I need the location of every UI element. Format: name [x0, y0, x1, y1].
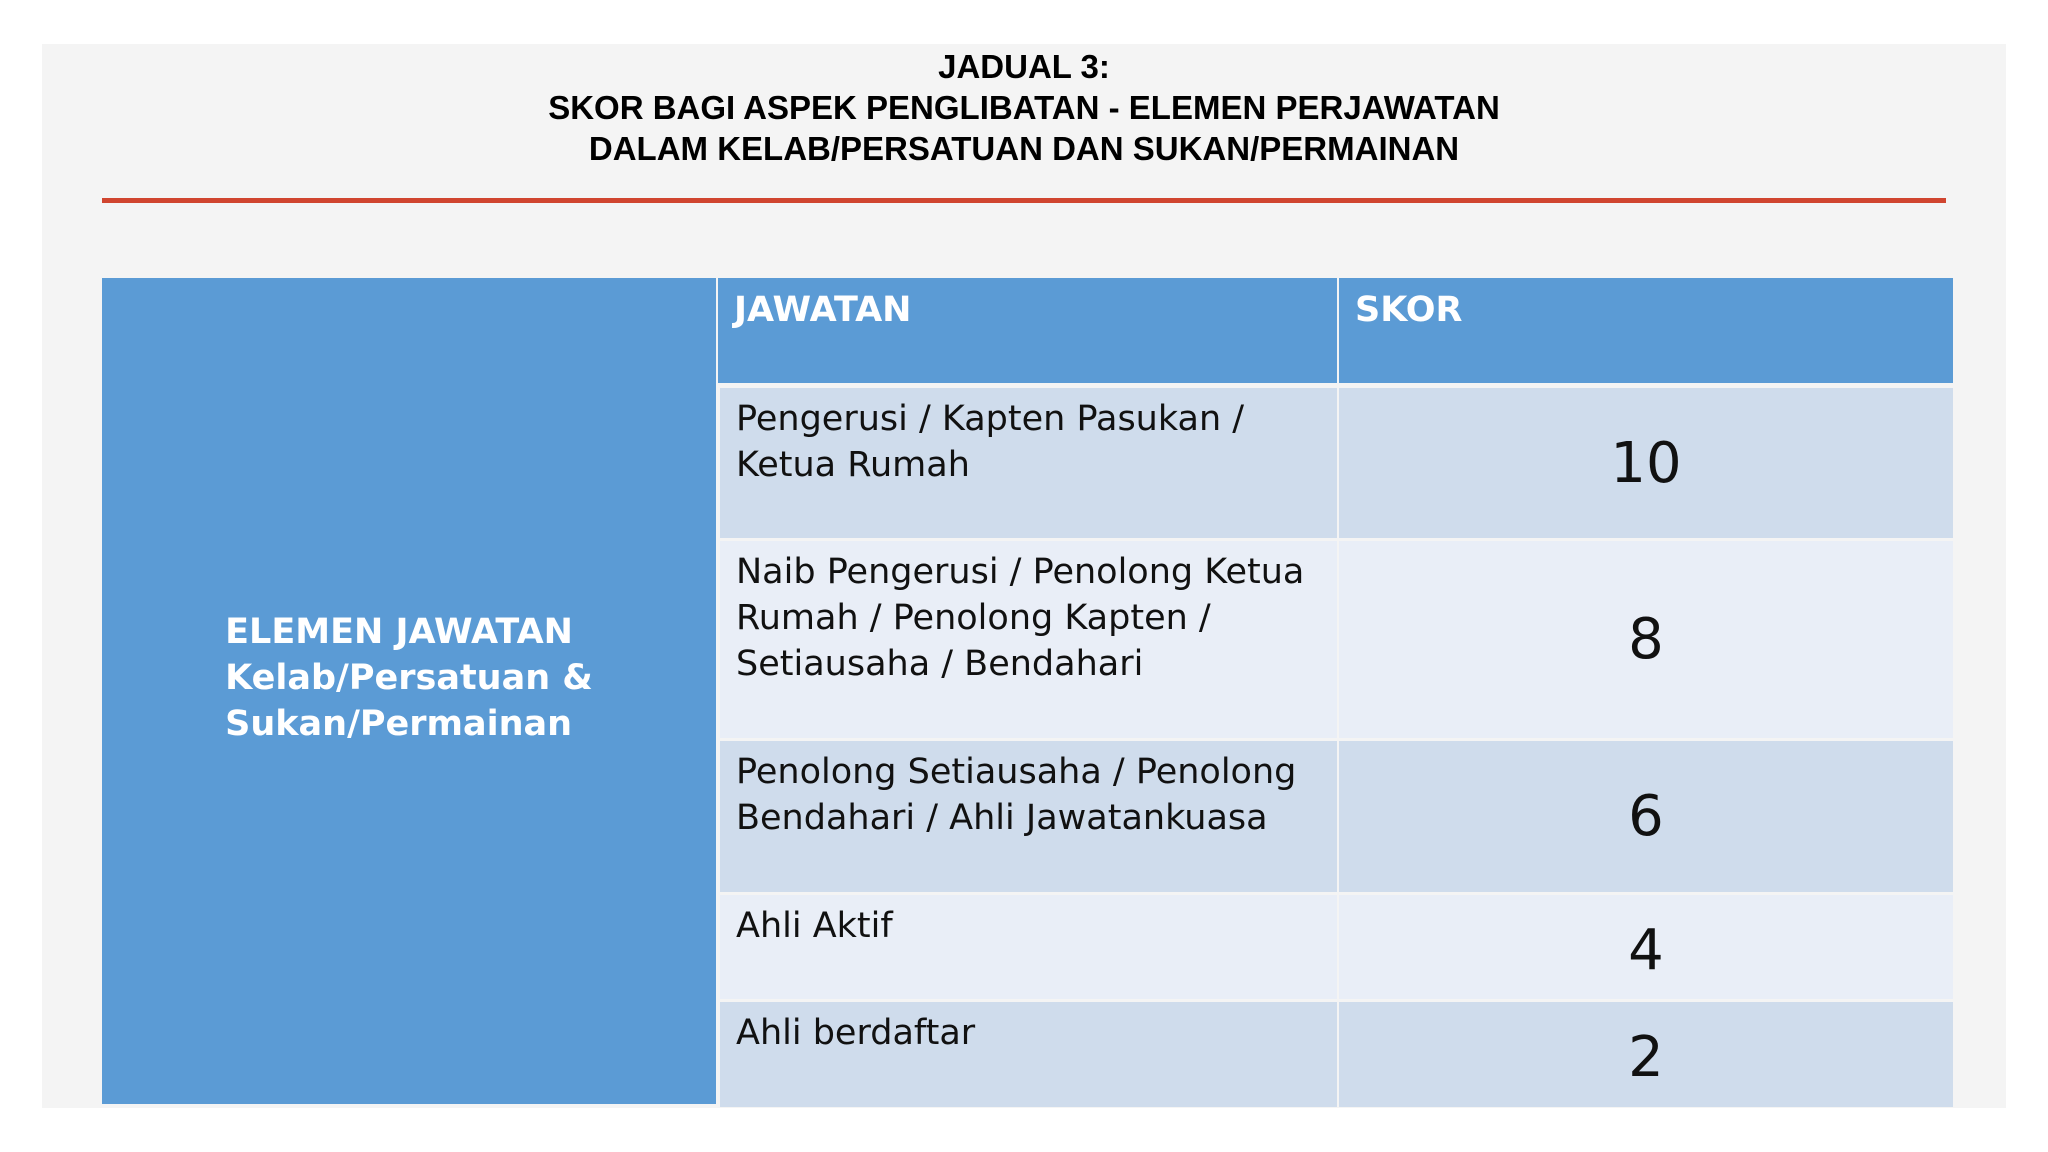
table-row-jawatan: Naib Pengerusi / Penolong Ketua Rumah / Penolong Kapten / Setiausaha / Bendahari	[720, 541, 1337, 738]
element-line-1: ELEMEN JAWATAN	[225, 612, 573, 652]
table-row-jawatan: Penolong Setiausaha / Penolong Bendahari / Ahli Jawatankuasa	[720, 741, 1337, 892]
table-row-jawatan: Ahli berdaftar	[720, 1002, 1337, 1107]
table-row-skor: 4	[1339, 895, 1953, 999]
table-row-skor: 2	[1339, 1002, 1953, 1107]
element-line-2: Kelab/Persatuan &	[225, 658, 593, 698]
element-cell	[102, 278, 716, 1104]
table-row-skor: 10	[1339, 388, 1953, 538]
table-row-skor: 6	[1339, 741, 1953, 892]
table-row-jawatan: Ahli Aktif	[720, 895, 1337, 999]
slide-title	[0, 46, 2048, 169]
title-divider	[102, 198, 1946, 203]
header-skor: SKOR	[1339, 278, 1953, 383]
table-row-skor: 8	[1339, 541, 1953, 738]
element-line-3: Sukan/Permainan	[225, 704, 573, 744]
table-row-jawatan: Pengerusi / Kapten Pasukan / Ketua Rumah	[720, 388, 1337, 538]
title-line-1: JADUAL 3:	[938, 48, 1110, 85]
title-line-2: SKOR BAGI ASPEK PENGLIBATAN - ELEMEN PERJAWATAN	[548, 89, 1500, 126]
title-line-3: DALAM KELAB/PERSATUAN DAN SUKAN/PERMAINAN	[588, 130, 1460, 167]
header-jawatan: JAWATAN	[718, 278, 1337, 383]
